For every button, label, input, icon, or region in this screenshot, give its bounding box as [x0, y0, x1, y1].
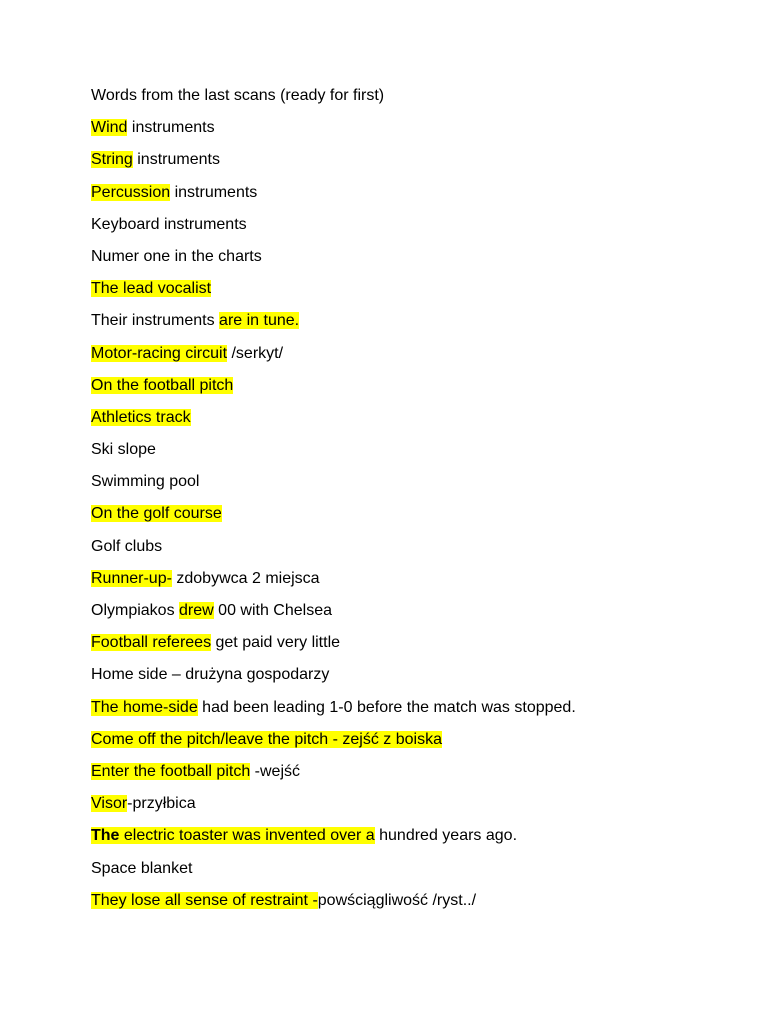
text-segment: Golf clubs [91, 537, 163, 555]
text-segment: instruments [127, 119, 215, 137]
text-line [91, 663, 731, 695]
highlighted-text: drew [179, 602, 214, 619]
highlighted-text: Motor-racing circuit [91, 344, 228, 362]
highlighted-text: Football referees [91, 634, 212, 652]
text-line [91, 889, 731, 921]
text-line [91, 438, 731, 470]
highlighted-text: electric toaster was invented over a [119, 827, 375, 845]
highlighted-text: On the football pitch [91, 376, 234, 394]
text-segment: Home side – drużyna gospodarzy [91, 666, 330, 684]
text-segment: zdobywca 2 miejsca [171, 569, 320, 587]
highlighted-text: The home-side [91, 698, 198, 716]
text-segment: Keyboard instruments [91, 215, 247, 233]
text-line [91, 760, 731, 792]
text-line [91, 567, 731, 599]
text-segment: had been leading 1-0 before the match was stopped. [197, 698, 576, 716]
highlighted-text: String [91, 151, 133, 169]
highlighted-text: are in tune. [219, 312, 300, 330]
text-line [91, 535, 731, 567]
text-segment: Swimming pool [91, 473, 200, 491]
text-line [91, 599, 731, 631]
highlighted-text: They lose all sense of restraint - [91, 891, 318, 909]
text-segment: Words from the last scans (ready for first) [91, 87, 385, 104]
text-segment: powściągliwość /ryst../ [317, 891, 477, 909]
text-line [91, 696, 731, 728]
text-segment: -wejść [250, 762, 300, 780]
text-segment: -przyłbica [127, 795, 196, 813]
text-segment: Olympiakos [91, 602, 180, 619]
text-line [91, 728, 731, 760]
text-line [91, 374, 731, 406]
text-segment: Space blanket [91, 859, 193, 877]
highlighted-text: The lead vocalist [91, 280, 212, 298]
text-line [91, 277, 731, 309]
text-line [91, 84, 731, 116]
text-segment: instruments [170, 183, 258, 201]
text-segment: instruments [132, 151, 220, 169]
text-line [91, 631, 731, 663]
text-line [91, 502, 731, 534]
highlighted-text: On the golf course [91, 505, 222, 523]
text-line [91, 181, 731, 213]
text-segment: 00 with Chelsea [213, 602, 333, 619]
text-segment: Their instruments [91, 312, 220, 330]
text-line [91, 824, 731, 856]
highlighted-text: Enter the football pitch [91, 762, 251, 780]
highlighted-text: Athletics track [91, 408, 191, 426]
text-segment: Numer one in the charts [91, 247, 262, 265]
text-segment: /serkyt/ [227, 344, 284, 362]
highlighted-text: The [91, 827, 120, 845]
highlighted-text: Wind [91, 119, 128, 137]
text-line [91, 309, 731, 341]
text-line [91, 857, 731, 889]
text-line [91, 342, 731, 374]
text-segment: get paid very little [211, 634, 341, 652]
text-line [91, 406, 731, 438]
highlighted-text: Percussion [91, 183, 171, 201]
text-line [91, 792, 731, 824]
text-segment: Ski slope [91, 441, 156, 459]
text-line [91, 213, 731, 245]
highlighted-text: Come off the pitch/leave the pitch - zejść z boiska [91, 730, 442, 748]
highlighted-text: Runner-up- [91, 569, 172, 587]
text-line [91, 148, 731, 180]
text-line [91, 470, 731, 502]
text-segment: hundred years ago. [374, 827, 518, 845]
document-body [91, 84, 731, 921]
text-line [91, 245, 731, 277]
highlighted-text: Visor [91, 795, 128, 813]
text-line [91, 116, 731, 148]
